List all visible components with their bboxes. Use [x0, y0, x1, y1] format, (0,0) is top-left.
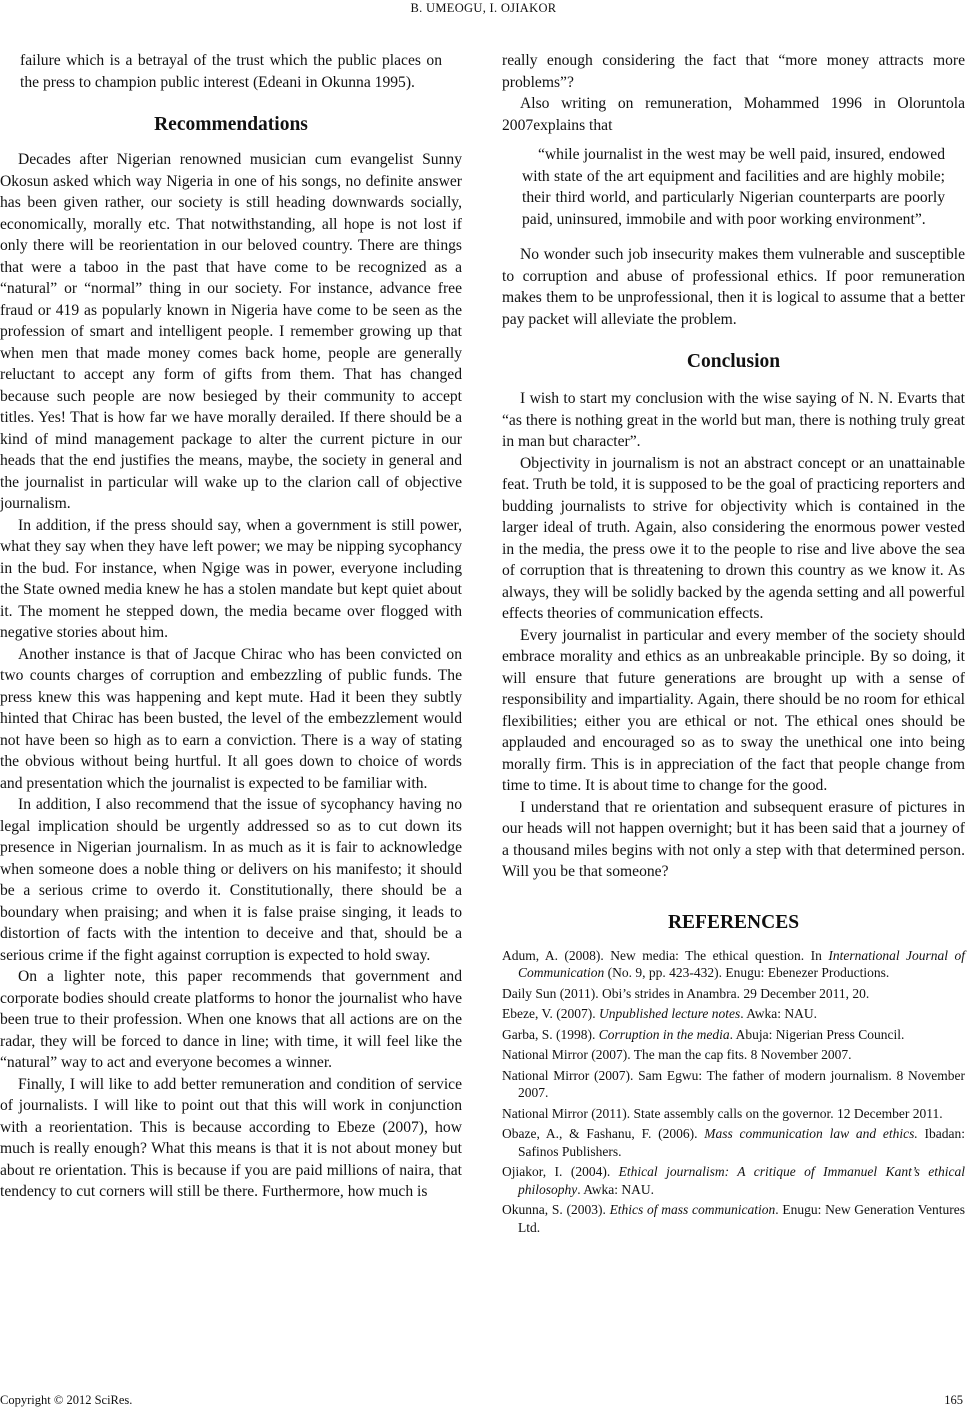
body-paragraph: Finally, I will like to add better remuneration and condition of service of journalists. I will like to point out that this will work in conjunction with a reorientation. This is because according to Ebeze (2007), how much is really enough? What this means is that it is not about money but about re orientation. This is because if you are paid millions of naira, that tendency to cut corners will still be there. Furthermore, how much is: [0, 1075, 462, 1200]
reference-text: Garba, S. (1998).: [502, 1026, 599, 1042]
reference-entry: [502, 1105, 965, 1123]
block-quote: [502, 144, 965, 230]
reference-publisher: Ibadan: Safinos Publishers.: [518, 1126, 965, 1159]
body-paragraph: Decades after Nigerian renowned musician cum evangelist Sunny Okosun asked which way Nigeria in one of his songs, no definite answer has been given rather, our society is still heading downwards socially, economically, morally etc. That notwithstanding, all hope is not lost if only there will be reorientation in our beloved country. There are things that were a taboo in the past that have come to be recognized as a “natural” or “normal” thing in our society. For instance, advance free fraud or 419 as popularly known in Nigeria have come to be seen as the profession of smart and intelligent people. I remember growing up that when men that made money comes back home, people are generally reluctant to accept any form of gifts from them. That has changed because such people are now besieged by their community to accept titles. Yes! That is how far we have morally derailed. If there should be a kind of mind management package to alter the current picture in our heads that the end justifies the means, maybe, the society in general and the journalist in particular will wake up to the clarion call of objective journalism.: [0, 151, 462, 512]
reference-entry: [502, 1125, 965, 1160]
body-paragraph: In addition, if the press should say, when a government is still power, what they say when they have left power; we may be nipping sycophancy in the bud. For instance, when Ngige was in power, everyone including the State owned media knew he has a stolen mandate but kept quiet about it. The moment he stepped down, the media became over flogged with negative stories about him.: [0, 516, 462, 641]
reference-entry: [502, 1067, 965, 1102]
reference-title: Corruption in the media: [598, 1026, 730, 1042]
references-list: [502, 947, 965, 1237]
reference-title: International Journal of Communication: [518, 947, 966, 980]
body-paragraph: On a lighter note, this paper recommends that government and corporate bodies should create platforms to honor the journalist who have been true to their profession. When one knows that all actions are on the radar, they will be forced to dance in line; with time, it will feel like the “natural” way to act and everyone becomes a winner.: [0, 968, 462, 1071]
reference-entry: [502, 1026, 965, 1044]
reference-entry: [502, 947, 965, 982]
body-paragraph: Another instance is that of Jacque Chirac who has been convicted on two counts charges of corruption and embezzling of public funds. The press knew this was happening and kept mute. Had it been they subtly hinted that Chirac has been busted, the level of the embezzlement would not have been so high as to earn a conviction. There is a way of stating the obvious without being hurtful. It all goes down to choice of words and presentation which the journalist is expected to be familiar with.: [0, 645, 462, 792]
reference-text: Obaze, A., & Fashanu, F. (2006).: [502, 1126, 705, 1141]
reference-title: Unpublished lecture notes: [598, 1006, 741, 1021]
reference-entry: [502, 985, 965, 1003]
reference-title: Mass communication law and ethics.: [704, 1126, 918, 1141]
reference-title: Ethical journalism: A critique of Immanuel Kant’s ethical philosophy: [518, 1164, 966, 1197]
quote-text: “while journalist in the west may be well paid, insured, endowed with state of the art equipment and facilities and are highly mobile; their third world, and particularly Nigerian counterparts are poorly paid, uninsured, immobile and with poor working environment”.: [522, 146, 945, 228]
conclusion-heading: Conclusion: [686, 351, 781, 372]
reference-publisher: . Awka: NAU.: [740, 1006, 817, 1021]
body-paragraph: Every journalist in particular and every member of the society should embrace morality and ethics as an unbreakable principle. By so doing, it will ensure that future generations are brought up with a sense of responsibility and impartiality. Again, there should be no room for ethical flexibilities; either you are ethical or not. The ethical ones should be applauded and encouraged so as to sway the unethical one into being morally firm. This is in appreciation of the fact that people change from time to time. It is about time to change for the good.: [502, 626, 965, 794]
left-column: [0, 50, 462, 1203]
running-head: B. UMEOGU, I. OJIAKOR: [410, 1, 557, 15]
body-paragraph: Also writing on remuneration, Mohammed 1996 in Oloruntola 2007explains that: [502, 95, 965, 134]
reference-text: Okunna, S. (2003).: [502, 1202, 610, 1217]
reference-entry: [502, 1201, 965, 1236]
reference-text: National Mirror (2007). Sam Egwu: The father of modern journalism. 8 November 2007.: [502, 1067, 965, 1100]
reference-entry: [502, 1163, 965, 1198]
reference-publisher: (No. 9, pp. 423-432). Enugu: Ebenezer Productions.: [604, 965, 890, 980]
continuation-paragraph: really enough considering the fact that “more money attracts more problems”?: [502, 52, 965, 91]
reference-text: Daily Sun (2011). Obi’s strides in Anambra. 29 December 2011, 20.: [502, 985, 870, 1001]
carryover-text: failure which is a betrayal of the trust which the public places on the press to champion public interest (Edeani in Okunna 1995).: [20, 52, 442, 91]
reference-text: Ojiakor, I. (2004).: [502, 1164, 619, 1179]
recommendations-heading: Recommendations: [154, 114, 308, 135]
reference-text: Ebeze, V. (2007).: [502, 1006, 599, 1021]
reference-publisher: . Enugu: New Generation Ventures Ltd.: [518, 1202, 965, 1235]
body-paragraph: Objectivity in journalism is not an abstract concept or an unattainable feat. Truth be told, it is supposed to be the goal of practicing reporters and budding journalists to strive for objectivity which is contained in the larger ideal of truth. Again, also considering the enormous power vested in the media, the press owe it to the people to rise and live above the sea of corruption that is threatening to drown this country as we know it. As always, they will be solidly backed by the agenda setting and all powerful effects theories of communication effects.: [502, 454, 965, 622]
carryover-paragraph: [0, 50, 462, 93]
body-paragraph: No wonder such job insecurity makes them vulnerable and susceptible to corruption and abuse of professional ethics. If poor remuneration makes them to be unprofessional, then it is logical to assume that a better pay packet will alleviate the problem.: [502, 246, 965, 328]
reference-publisher: . Abuja: Nigerian Press Council.: [729, 1026, 905, 1042]
reference-title: Ethics of mass communication: [609, 1202, 776, 1217]
body-paragraph: In addition, I also recommend that the issue of sycophancy having no legal implication should be urgently addressed so as to cut down its presence in Nigerian journalism. In as much as it is fair to acknowledge when someone does a noble thing or delivers on his manifesto; it should be a serious crime to overdo it. Constitutionally, there should be a boundary when praising; and when it is false praise singing, it leads to distortion of facts with the intention to deceive and that, should be a serious crime if the fight against corruption is expected to hold sway.: [0, 796, 462, 964]
reference-publisher: . Awka: NAU.: [577, 1181, 655, 1197]
body-paragraph: I wish to start my conclusion with the wise saying of N. N. Evarts that “as there is nothing great in the world but man, there is nothing truly great in man but character”.: [502, 390, 965, 450]
reference-text: National Mirror (2011). State assembly calls on the governor. 12 December 2011.: [502, 1105, 943, 1121]
reference-entry: [502, 1005, 965, 1023]
right-column: [502, 50, 965, 1239]
page-number: 165: [944, 1393, 963, 1407]
reference-entry: [502, 1046, 965, 1064]
reference-text: National Mirror (2007). The man the cap fits. 8 November 2007.: [502, 1047, 852, 1062]
references-heading: REFERENCES: [667, 911, 800, 933]
copyright-notice: Copyright © 2012 SciRes.: [0, 1393, 133, 1407]
body-paragraph: I understand that re orientation and subsequent erasure of pictures in our heads will not happen overnight; but it has been said that a journey of a thousand miles begins with not only a step with that determined person. Will you be that someone?: [502, 798, 965, 880]
reference-text: Adum, A. (2008). New media: The ethical question. In: [502, 947, 829, 963]
